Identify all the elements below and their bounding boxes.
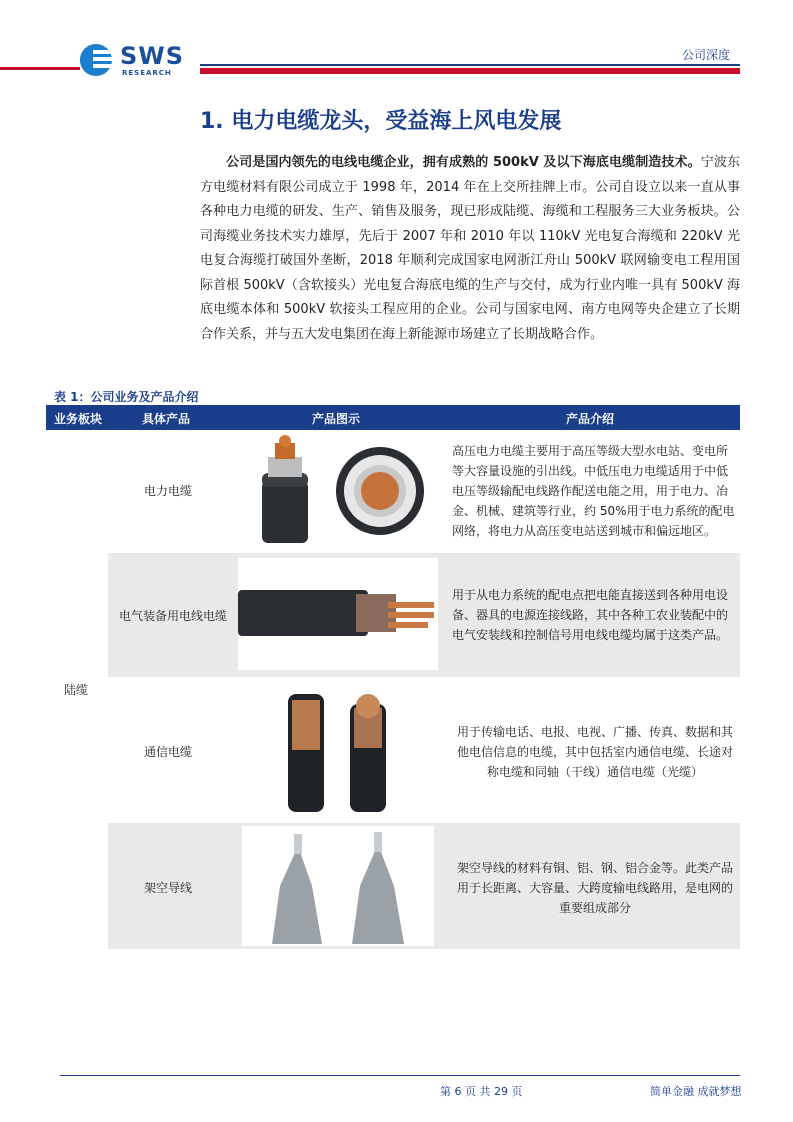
logo-text: SWS — [120, 42, 185, 70]
equipment-cable-image — [238, 558, 438, 670]
page-number: 第 6 页 共 29 页 — [440, 1085, 523, 1098]
table-caption: 表 1：公司业务及产品介绍 — [54, 390, 199, 404]
row-desc: 架空导线的材料有铜、铝、钢、铝合金等。此类产品用于长距离、大容量、大跨度输电线路用，是电网的重要组成部分 — [456, 861, 733, 915]
overhead-conductor-image — [242, 826, 434, 946]
sws-logo-icon — [80, 44, 112, 76]
row-product: 通信电缆 — [143, 745, 192, 759]
sws-logo — [80, 44, 185, 84]
col-header-image: 产品图示 — [312, 412, 361, 426]
table-header — [46, 405, 740, 430]
report-type: 公司深度 — [681, 48, 730, 62]
intro-body: 宁波东方电缆材料有限公司成立于 1998 年，2014 年在上交所挂牌上市。公司自设立以来一直从事各种电力电缆的研发、生产、销售及服务，现已形成陆缆、海缆和工程服务三大业务板块。公司海缆业务技术实力雄厚，先后于 2007 年和 2010 年以 110kV 光电复合海缆和 220kV 光电复合海缆打破国外垄断，2018 年顺利完成国家电网浙江舟山 500kV 联网输变电工程用国际首根 500kV（含软接头）光电复合海底电缆的生产与交付，成为行业内唯一具有 500kV 海底电缆本体和 500kV 软接头工程应用的企业。公司与国家电网、南方电网等央企建立了长期合作关系，并与五大发电集团在海上新能源市场建立了长期战略合作。 — [200, 155, 740, 342]
row-desc: 用于传输电话、电报、电视、广播、传真、数据和其他电信信息的电缆，其中包括室内通信电缆、长途对称电缆和同轴（干线）通信电缆（光缆） — [456, 725, 733, 779]
header-rule-blue — [200, 64, 740, 66]
footer-rule — [60, 1075, 740, 1076]
col-header-segment: 业务板块 — [54, 412, 103, 426]
section-title: 1. 电力电缆龙头，受益海上风电发展 — [200, 109, 562, 134]
logo-subtext: RESEARCH — [122, 69, 172, 77]
footer-slogan: 简单金融 成就梦想 — [650, 1085, 742, 1098]
header-rule-red — [200, 68, 740, 74]
communication-cable-image — [280, 684, 400, 818]
row-product: 电气装备用电线电缆 — [118, 609, 227, 623]
header-rule-left — [0, 67, 80, 70]
col-header-desc: 产品介绍 — [566, 412, 615, 426]
row-desc: 用于从电力系统的配电点把电能直接送到各种用电设备、器具的电源连接线路，其中各种工农业装配中的电气安装线和控制信号用电线电缆均属于这类产品。 — [452, 588, 729, 642]
row-desc: 高压电力电缆主要用于高压等级大型水电站、变电所等大容量设施的引出线。中低压电力电缆适用于中低电压等级输配电线路作配送电能之用，用于电力、冶金、机械、建筑等行业，约 50%用于电力系统的配电网络，将电力从高压变电站送到城市和偏远地区。 — [452, 444, 735, 538]
intro-paragraph — [200, 151, 740, 347]
intro-lead: 公司是国内领先的电线电缆企业，拥有成熟的 500kV 及以下海底电缆制造技术。 — [226, 155, 701, 170]
row-product: 电力电缆 — [143, 484, 192, 498]
power-cable-image — [240, 433, 436, 547]
row-product: 架空导线 — [143, 881, 192, 895]
segment-label: 陆缆 — [64, 683, 89, 697]
col-header-product: 具体产品 — [142, 412, 191, 426]
